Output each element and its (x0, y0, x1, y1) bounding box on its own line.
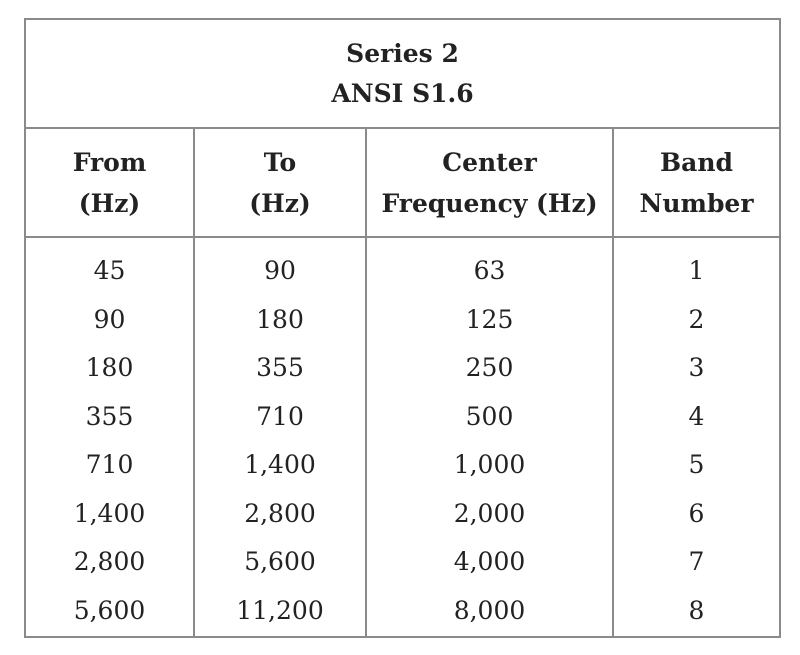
table-subtitle: ANSI S1.6 (331, 78, 474, 108)
cell-center-frequency: 4,000 (453, 547, 526, 576)
cell-to: 1,400 (244, 450, 316, 479)
table-title-block (26, 20, 779, 129)
header-from-label: From (72, 147, 147, 177)
cell-band-number: 8 (688, 595, 705, 625)
column-from (26, 238, 195, 636)
table-title: Series 2 (346, 38, 459, 68)
cell-to: 180 (256, 304, 304, 334)
cell-band-number: 4 (688, 401, 705, 431)
header-from-unit: (Hz) (78, 188, 141, 218)
column-band-number (614, 238, 779, 636)
header-band-number-label-2: Number (639, 188, 754, 218)
cell-to: 90 (264, 256, 296, 285)
cell-center-frequency: 1,000 (453, 450, 526, 479)
cell-center-frequency: 250 (465, 353, 514, 382)
header-from (26, 129, 195, 236)
cell-center-frequency: 63 (473, 256, 506, 285)
header-to (195, 129, 367, 236)
cell-from: 90 (93, 304, 126, 334)
cell-from: 2,800 (73, 547, 146, 576)
cell-band-number: 6 (688, 498, 705, 528)
cell-to: 11,200 (236, 595, 324, 625)
cell-band-number: 7 (688, 547, 705, 576)
frequency-band-table (24, 18, 781, 638)
column-to (195, 238, 367, 636)
cell-to: 5,600 (244, 547, 316, 576)
header-band-number-label: Band (660, 147, 733, 177)
cell-band-number: 1 (688, 256, 705, 285)
cell-from: 1,400 (73, 498, 146, 528)
cell-center-frequency: 8,000 (453, 595, 526, 625)
cell-to: 710 (256, 401, 304, 431)
cell-from: 5,600 (73, 595, 146, 625)
header-center-frequency (367, 129, 614, 236)
cell-center-frequency: 500 (465, 401, 514, 431)
cell-to: 355 (256, 353, 304, 382)
table-body (26, 238, 779, 636)
header-band-number (614, 129, 779, 236)
header-center-frequency-label: Center (442, 147, 537, 177)
cell-from: 710 (85, 450, 134, 479)
cell-band-number: 3 (688, 353, 705, 382)
cell-center-frequency: 2,000 (453, 498, 526, 528)
cell-band-number: 5 (688, 450, 705, 479)
cell-from: 355 (85, 401, 134, 431)
cell-from: 45 (93, 256, 126, 285)
header-center-frequency-unit: Frequency (Hz) (381, 188, 598, 218)
cell-from: 180 (85, 353, 134, 382)
column-center-frequency (367, 238, 614, 636)
cell-center-frequency: 125 (465, 304, 514, 334)
header-to-unit: (Hz) (249, 188, 311, 218)
table-header-row (26, 129, 779, 238)
cell-band-number: 2 (688, 304, 705, 334)
cell-to: 2,800 (244, 498, 316, 528)
header-to-label: To (263, 147, 297, 177)
